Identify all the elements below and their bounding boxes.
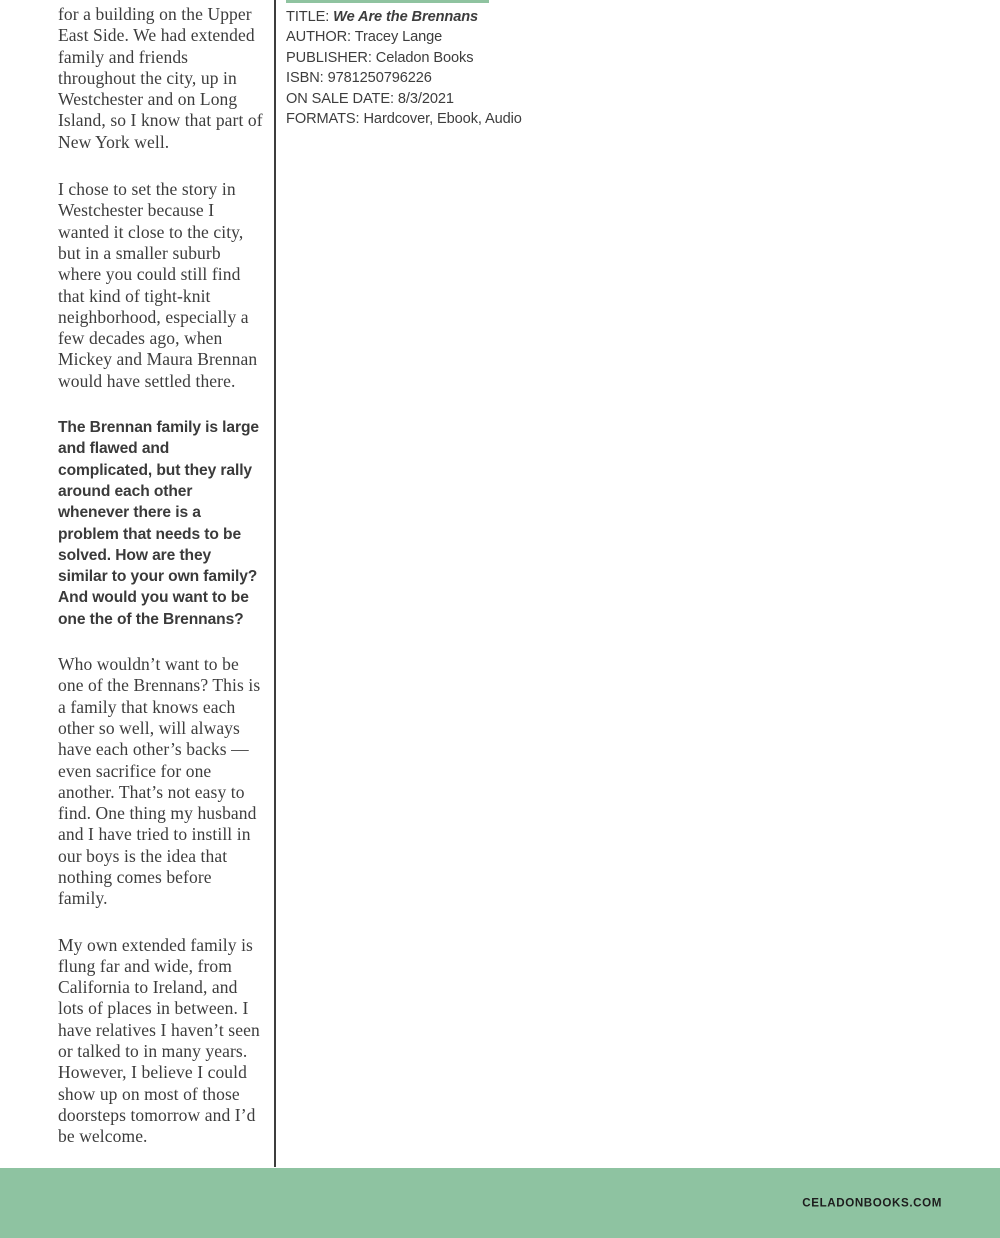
metadata-row-author [286, 27, 526, 47]
metadata-value-on-sale-date: 8/3/2021 [397, 90, 454, 107]
book-metadata-block [286, 0, 526, 129]
metadata-value-author: Tracey Lange [354, 29, 443, 46]
metadata-label-publisher: PUBLISHER: [286, 49, 372, 66]
paragraph-answer-4: My own extended family is flung far and wide, from California to Ireland, and lots of places in between. I have relatives I haven’t seen or talked to in many years. However, I believe I could show up on most of those doorsteps tomorrow and I’d be welcome. [58, 934, 260, 1147]
paragraph-question-1: The Brennan family is large and flawed and complicated, but they rally around each other whenever there is a problem that needs to be solved. How are they similar to your own family? And would you want to be one the of the Brennans? [58, 419, 259, 628]
metadata-label-isbn: ISBN: [286, 70, 324, 87]
metadata-value-isbn: 9781250796226 [327, 70, 432, 87]
metadata-label-title: TITLE: [286, 9, 330, 25]
paragraph-answer-3: Who wouldn’t want to be one of the Brennans? This is a family that knows each other so well, will always have each other’s backs — even sacrifice for one another. That’s not easy to find. One thing my husband and I have tried to instill in our boys is the idea that nothing comes before family. [58, 654, 261, 909]
metadata-value-title: We Are the Brennans [333, 9, 479, 25]
metadata-row-formats [286, 109, 526, 129]
metadata-list [286, 7, 526, 129]
body-column [58, 4, 264, 1172]
column-divider [274, 0, 276, 1167]
metadata-top-rule [286, 0, 489, 3]
paragraph-answer-1: for a building on the Upper East Side. We had extended family and friends throughout the city, up in Westchester and on Long Island, so I know that part of New York well. [58, 4, 263, 152]
metadata-row-publisher [286, 48, 526, 68]
metadata-row-on-sale-date [286, 89, 526, 109]
footer-band [0, 1168, 1000, 1238]
metadata-label-formats: FORMATS: [286, 111, 360, 128]
metadata-row-title [286, 7, 526, 27]
metadata-value-formats: Hardcover, Ebook, Audio [363, 111, 522, 128]
paragraph-answer-2: I chose to set the story in Westchester because I wanted it close to the city, but in a smaller suburb where you could still find that kind of tight-knit neighborhood, especially a few decades ago, when Mickey and Maura Brennan would have settled there. [58, 179, 258, 391]
footer-website-url[interactable]: CELADONBOOKS.COM [802, 1196, 942, 1210]
metadata-row-isbn [286, 68, 526, 88]
metadata-value-publisher: Celadon Books [375, 49, 474, 66]
metadata-label-on-sale-date: ON SALE DATE: [286, 90, 394, 107]
metadata-label-author: AUTHOR: [286, 29, 351, 46]
